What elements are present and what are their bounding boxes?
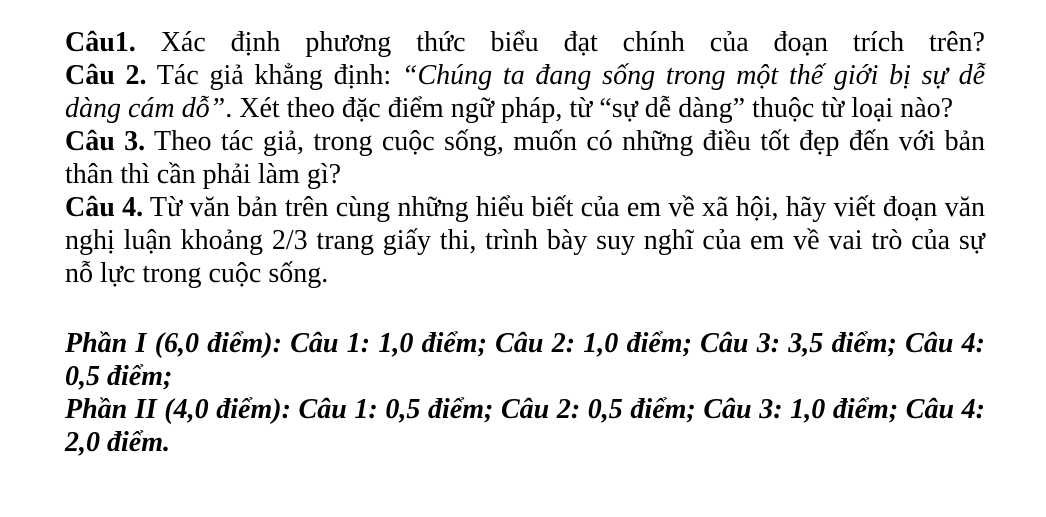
question-3-text: Theo tác giả, trong cuộc sống, muốn có những điều tốt đẹp đến với bản thân thì cần phải làm gì? <box>65 126 985 190</box>
scoring-part-2: Phần II (4,0 điểm): Câu 1: 0,5 điểm; Câu 2: 0,5 điểm; Câu 3: 1,0 điểm; Câu 4: 2,0 điểm. <box>65 394 985 458</box>
question-2-tail-text: . Xét theo đặc điểm ngữ pháp, từ “sự dễ dàng” thuộc từ loại nào? <box>225 93 954 124</box>
question-2-lead-text: Tác giả khẳng định: <box>146 60 402 91</box>
question-3-label: Câu 3. <box>65 126 146 157</box>
scoring-section <box>65 327 985 459</box>
question-2 <box>65 59 985 125</box>
scoring-part-1: Phần I (6,0 điểm): Câu 1: 1,0 điểm; Câu 2: 1,0 điểm; Câu 3: 3,5 điểm; Câu 4: 0,5 điểm; <box>65 328 985 392</box>
question-1 <box>65 26 985 59</box>
question-2-quoted-text: “Chúng ta đang sống trong một thế giới bị sự dễ dàng cám dỗ” <box>65 60 985 124</box>
question-3 <box>65 125 985 191</box>
question-4-text: Từ văn bản trên cùng những hiểu biết của em về xã hội, hãy viết đoạn văn nghị luận khoảng 2/3 trang giấy thi, trình bày suy nghĩ của em về vai trò của sự nỗ lực trong cuộc sống. <box>65 192 985 289</box>
question-2-label: Câu 2. <box>65 60 147 91</box>
questions-section <box>65 26 985 290</box>
question-1-text: Xác định phương thức biểu đạt chính của đoạn trích trên? <box>135 27 985 58</box>
question-4 <box>65 191 985 290</box>
question-4-label: Câu 4. <box>65 192 144 223</box>
question-1-label: Câu1. <box>65 27 136 58</box>
